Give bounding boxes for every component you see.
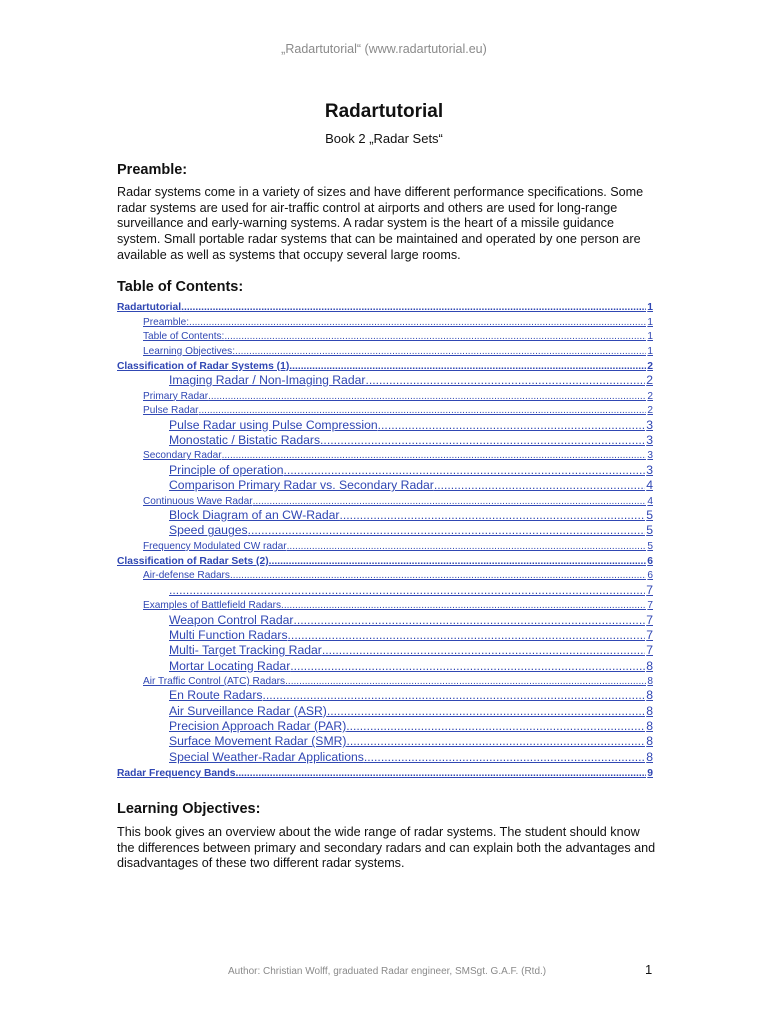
toc-entry-leader (199, 405, 647, 416)
toc-entry-leader (364, 750, 645, 764)
toc-entry[interactable] (117, 764, 653, 779)
toc-entry-leader (346, 719, 645, 733)
toc-entry[interactable] (117, 328, 653, 343)
toc-entry-leader (289, 361, 646, 372)
toc-entry-page: 2 (647, 390, 653, 402)
toc-entry-page: 7 (647, 600, 653, 612)
toc-entry-title: Monostatic / Bistatic Radars (169, 432, 321, 447)
toc-entry[interactable] (117, 537, 653, 552)
toc-entry-page: 2 (647, 405, 653, 417)
toc-entry-title: Table of Contents: (143, 331, 225, 343)
toc-entry-leader (346, 734, 645, 748)
toc-entry-leader (208, 391, 646, 402)
toc-entry-title: Air Surveillance Radar (ASR) (169, 703, 327, 718)
toc-entry-title: Radar Frequency Bands (117, 767, 236, 779)
toc-entry-page: 5 (647, 540, 653, 552)
toc-entry-page: 8 (647, 676, 653, 688)
preamble-heading: Preamble: (117, 162, 188, 178)
toc-entry[interactable] (117, 702, 653, 717)
toc-entry-leader (253, 496, 647, 507)
toc-entry-leader (285, 676, 646, 687)
footer-author: Author: Christian Wolff, graduated Radar engineer, SMSgt. G.A.F. (Rtd.) (228, 966, 547, 977)
toc-entry[interactable] (117, 416, 653, 431)
toc-entry-page: 5 (646, 507, 653, 522)
toc-entry[interactable] (117, 567, 653, 582)
toc-entry-page: 2 (647, 360, 653, 372)
toc-entry[interactable] (117, 642, 653, 657)
toc-entry-title: Examples of Battlefield Radars (143, 600, 282, 612)
toc-entry-leader (322, 643, 645, 657)
toc-entry-leader (224, 331, 646, 342)
toc-entry-leader (378, 418, 646, 432)
toc-entry-page: 1 (647, 345, 653, 357)
toc-entry-leader (269, 556, 647, 567)
toc-entry-title: Principle of operation (169, 462, 284, 477)
toc-entry[interactable] (117, 298, 653, 313)
toc-entry-leader (248, 523, 646, 537)
toc-entry-page: 6 (647, 570, 653, 582)
page-number: 1 (645, 962, 653, 977)
toc-entry[interactable] (117, 372, 653, 387)
toc-entry[interactable] (117, 687, 653, 702)
toc-entry-title: Pulse Radar (143, 405, 199, 417)
document-subtitle: Book 2 „Radar Sets“ (325, 131, 443, 146)
toc-entry-page: 5 (646, 523, 653, 538)
toc-entry-title: Weapon Control Radar (169, 612, 294, 627)
toc-entry-page: 4 (646, 478, 653, 493)
toc-entry-title: Block Diagram of an CW-Radar (169, 507, 340, 522)
toc-entry[interactable] (117, 657, 653, 672)
toc-entry-title: Special Weather-Radar Applications (169, 749, 364, 764)
toc-entry-title: Mortar Locating Radar (169, 658, 291, 673)
toc-entry[interactable] (117, 581, 653, 596)
learning-objectives-heading: Learning Objectives: (117, 801, 261, 817)
toc-entry-page: 2 (646, 373, 653, 388)
toc-entry-leader (290, 659, 645, 673)
toc-entry[interactable] (117, 507, 653, 522)
toc-entry-title: Preamble: (143, 316, 190, 328)
toc-entry[interactable] (117, 432, 653, 447)
toc-entry-page: 8 (646, 658, 653, 673)
toc-entry-page: 8 (646, 749, 653, 764)
toc-entry[interactable] (117, 611, 653, 626)
toc-entry-leader (339, 508, 645, 522)
toc-entry[interactable] (117, 748, 653, 763)
toc-entry-page: 3 (646, 462, 653, 477)
toc-entry-leader (263, 688, 646, 702)
toc-entry[interactable] (117, 492, 653, 507)
toc-entry-leader (327, 704, 645, 718)
toc-entry-title: Surface Movement Radar (SMR) (169, 734, 347, 749)
toc-entry-leader (293, 613, 645, 627)
toc-entry-leader (284, 463, 646, 477)
toc-entry[interactable] (117, 342, 653, 357)
toc-entry-page: 8 (646, 734, 653, 749)
toc-entry-title: Speed gauges (169, 523, 248, 538)
toc-entry[interactable] (117, 552, 653, 567)
toc-entry-page: 1 (647, 302, 653, 313)
toc-entry-leader (434, 478, 645, 492)
toc-entry-leader (235, 346, 646, 357)
toc-entry-page: 1 (647, 316, 653, 328)
toc-entry-page: 8 (646, 688, 653, 703)
toc-entry[interactable] (117, 461, 653, 476)
toc-entry-page: 9 (647, 767, 653, 779)
toc-entry-title: Radartutorial (117, 302, 182, 313)
toc-entry-title: Continuous Wave Radar (143, 495, 253, 507)
toc-heading: Table of Contents: (117, 279, 244, 295)
toc-entry-page: 3 (646, 417, 653, 432)
toc-entry-leader (222, 450, 647, 461)
toc-entry-title: Frequency Modulated CW radar (143, 540, 287, 552)
toc-entry-title: Comparison Primary Radar vs. Secondary Radar (169, 478, 434, 493)
toc-entry[interactable] (117, 718, 653, 733)
toc-entry-leader (281, 600, 646, 611)
toc-entry-page: 7 (646, 643, 653, 658)
preamble-text: Radar systems come in a variety of sizes and have different performance specifications. Some radar systems are used for air-traffic control at airports and others are used for long-range surveillance and early-warning systems. A radar system is the heart of a missile guidance system. Small portable radar systems that can be maintained and operated by one person are available as well as systems that occupy several large rooms. (117, 185, 644, 262)
toc-entry-leader (181, 302, 646, 313)
toc-entry-title: Multi Function Radars (169, 627, 288, 642)
toc-entry-title: Air Traffic Control (ATC) Radars (143, 676, 286, 688)
toc-entry-page: 1 (647, 331, 653, 343)
toc-entry-leader (365, 373, 645, 387)
table-of-contents (117, 298, 653, 779)
toc-entry[interactable] (117, 447, 653, 462)
toc-entry[interactable] (117, 313, 653, 328)
toc-entry-title: Pulse Radar using Pulse Compression (169, 417, 378, 432)
document-title: Radartutorial (324, 101, 444, 122)
toc-entry-page: 8 (646, 703, 653, 718)
toc-entry[interactable] (117, 733, 653, 748)
toc-entry[interactable] (117, 477, 653, 492)
toc-entry[interactable] (117, 522, 653, 537)
toc-entry-leader (169, 583, 645, 597)
toc-entry[interactable] (117, 627, 653, 642)
toc-entry-title: Learning Objectives: (143, 345, 236, 357)
toc-entry-leader (288, 628, 646, 642)
toc-entry-page: 7 (646, 582, 653, 597)
learning-objectives-text: This book gives an overview about the wide range of radar systems. The student should know the differences between primary and secondary radars and can explain both the advantages and disadvantages of these two different radar systems. (117, 825, 656, 871)
toc-entry-page: 7 (646, 612, 653, 627)
toc-entry[interactable] (117, 673, 653, 688)
toc-entry-leader (230, 570, 646, 581)
toc-entry-title: Multi- Target Tracking Radar (169, 643, 322, 658)
toc-entry-title: En Route Radars (169, 688, 263, 703)
toc-entry-title: Secondary Radar (143, 450, 222, 462)
toc-entry[interactable] (117, 387, 653, 402)
toc-entry-page: 3 (647, 450, 653, 462)
toc-entry-leader (320, 433, 645, 447)
page-header: „Radartutorial“ (www.radartutorial.eu) (281, 42, 487, 56)
toc-entry-page: 3 (646, 432, 653, 447)
toc-entry-title: Classification of Radar Systems (1) (117, 360, 290, 372)
toc-entry-leader (189, 317, 646, 328)
toc-entry-leader (235, 768, 646, 779)
toc-entry-page: 8 (646, 718, 653, 733)
toc-entry[interactable] (117, 597, 653, 612)
toc-entry[interactable] (117, 402, 653, 417)
toc-entry-page: 4 (647, 495, 653, 507)
toc-entry-title: Air-defense Radars (143, 570, 230, 582)
toc-entry-title: Primary Radar (143, 390, 209, 402)
toc-entry-title: Classification of Radar Sets (2) (117, 555, 269, 567)
toc-entry-leader (287, 541, 647, 552)
toc-entry-page: 6 (647, 555, 653, 567)
toc-entry-page: 7 (646, 627, 653, 642)
toc-entry[interactable] (117, 357, 653, 372)
toc-entry-title: Imaging Radar / Non-Imaging Radar (169, 373, 366, 388)
toc-entry-title: Precision Approach Radar (PAR) (169, 718, 347, 733)
